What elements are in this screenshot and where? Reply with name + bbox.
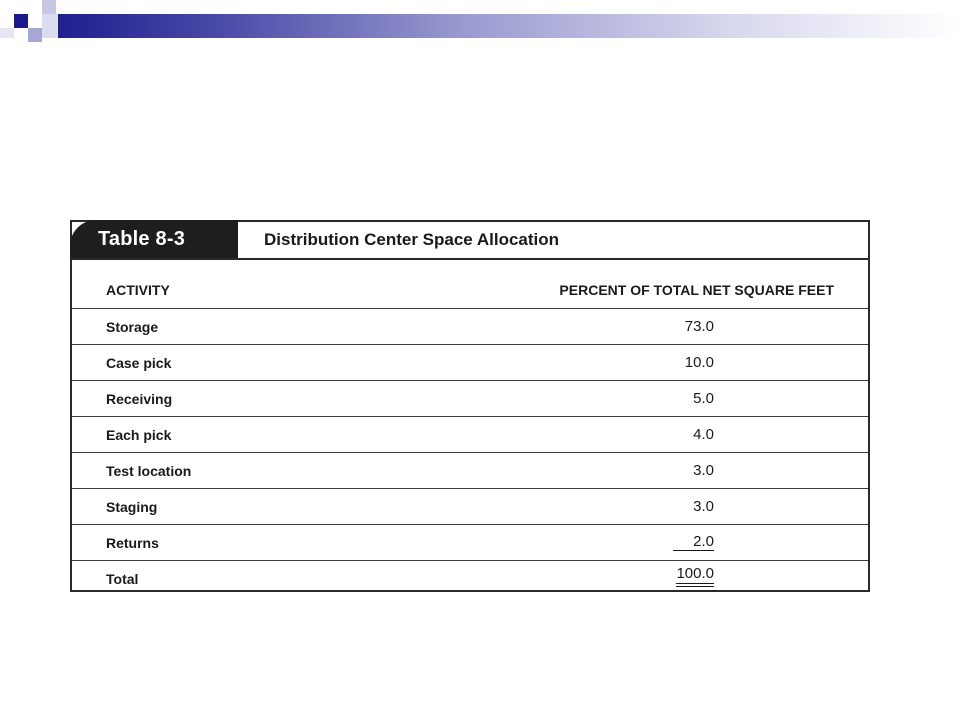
activity-cell: Staging [106,499,158,515]
table-title: Distribution Center Space Allocation [264,230,560,249]
header-gradient-bar [58,14,960,38]
table-row [72,453,868,489]
header-square-decoration [42,0,56,14]
activity-cell: Storage [106,319,159,335]
header-square-decoration [28,28,42,42]
table-row [72,309,868,345]
header-square-decoration [42,14,58,38]
table-row [72,417,868,453]
activity-cell: Test location [106,463,192,479]
header-square-decoration [28,0,42,14]
table-total-row [72,561,868,596]
table-number: Table 8-3 [70,220,238,258]
header-square-decoration [0,28,14,38]
activity-cell: Receiving [106,391,173,407]
percent-cell: 4.0 [693,426,714,443]
header-square-decoration [14,14,28,28]
column-header-activity: ACTIVITY [106,282,170,298]
total-percent: 100.0 [676,566,714,587]
percent-cell: 5.0 [693,390,714,407]
table-title-band [72,222,868,260]
activity-cell: Case pick [106,355,172,371]
table-figure [70,220,870,592]
column-header-percent: PERCENT OF TOTAL NET SQUARE FEET [559,282,834,298]
percent-cell: 73.0 [684,318,714,335]
table-header-row [72,260,868,309]
table-row [72,489,868,525]
table-row [72,381,868,417]
table-row [72,345,868,381]
total-label: Total [106,571,139,587]
percent-cell-subtotal: 2.0 [673,534,714,551]
activity-cell: Returns [106,535,159,551]
percent-cell: 3.0 [693,462,714,479]
table-row [72,525,868,561]
percent-cell: 10.0 [684,354,714,371]
percent-cell: 3.0 [693,498,714,515]
activity-cell: Each pick [106,427,172,443]
